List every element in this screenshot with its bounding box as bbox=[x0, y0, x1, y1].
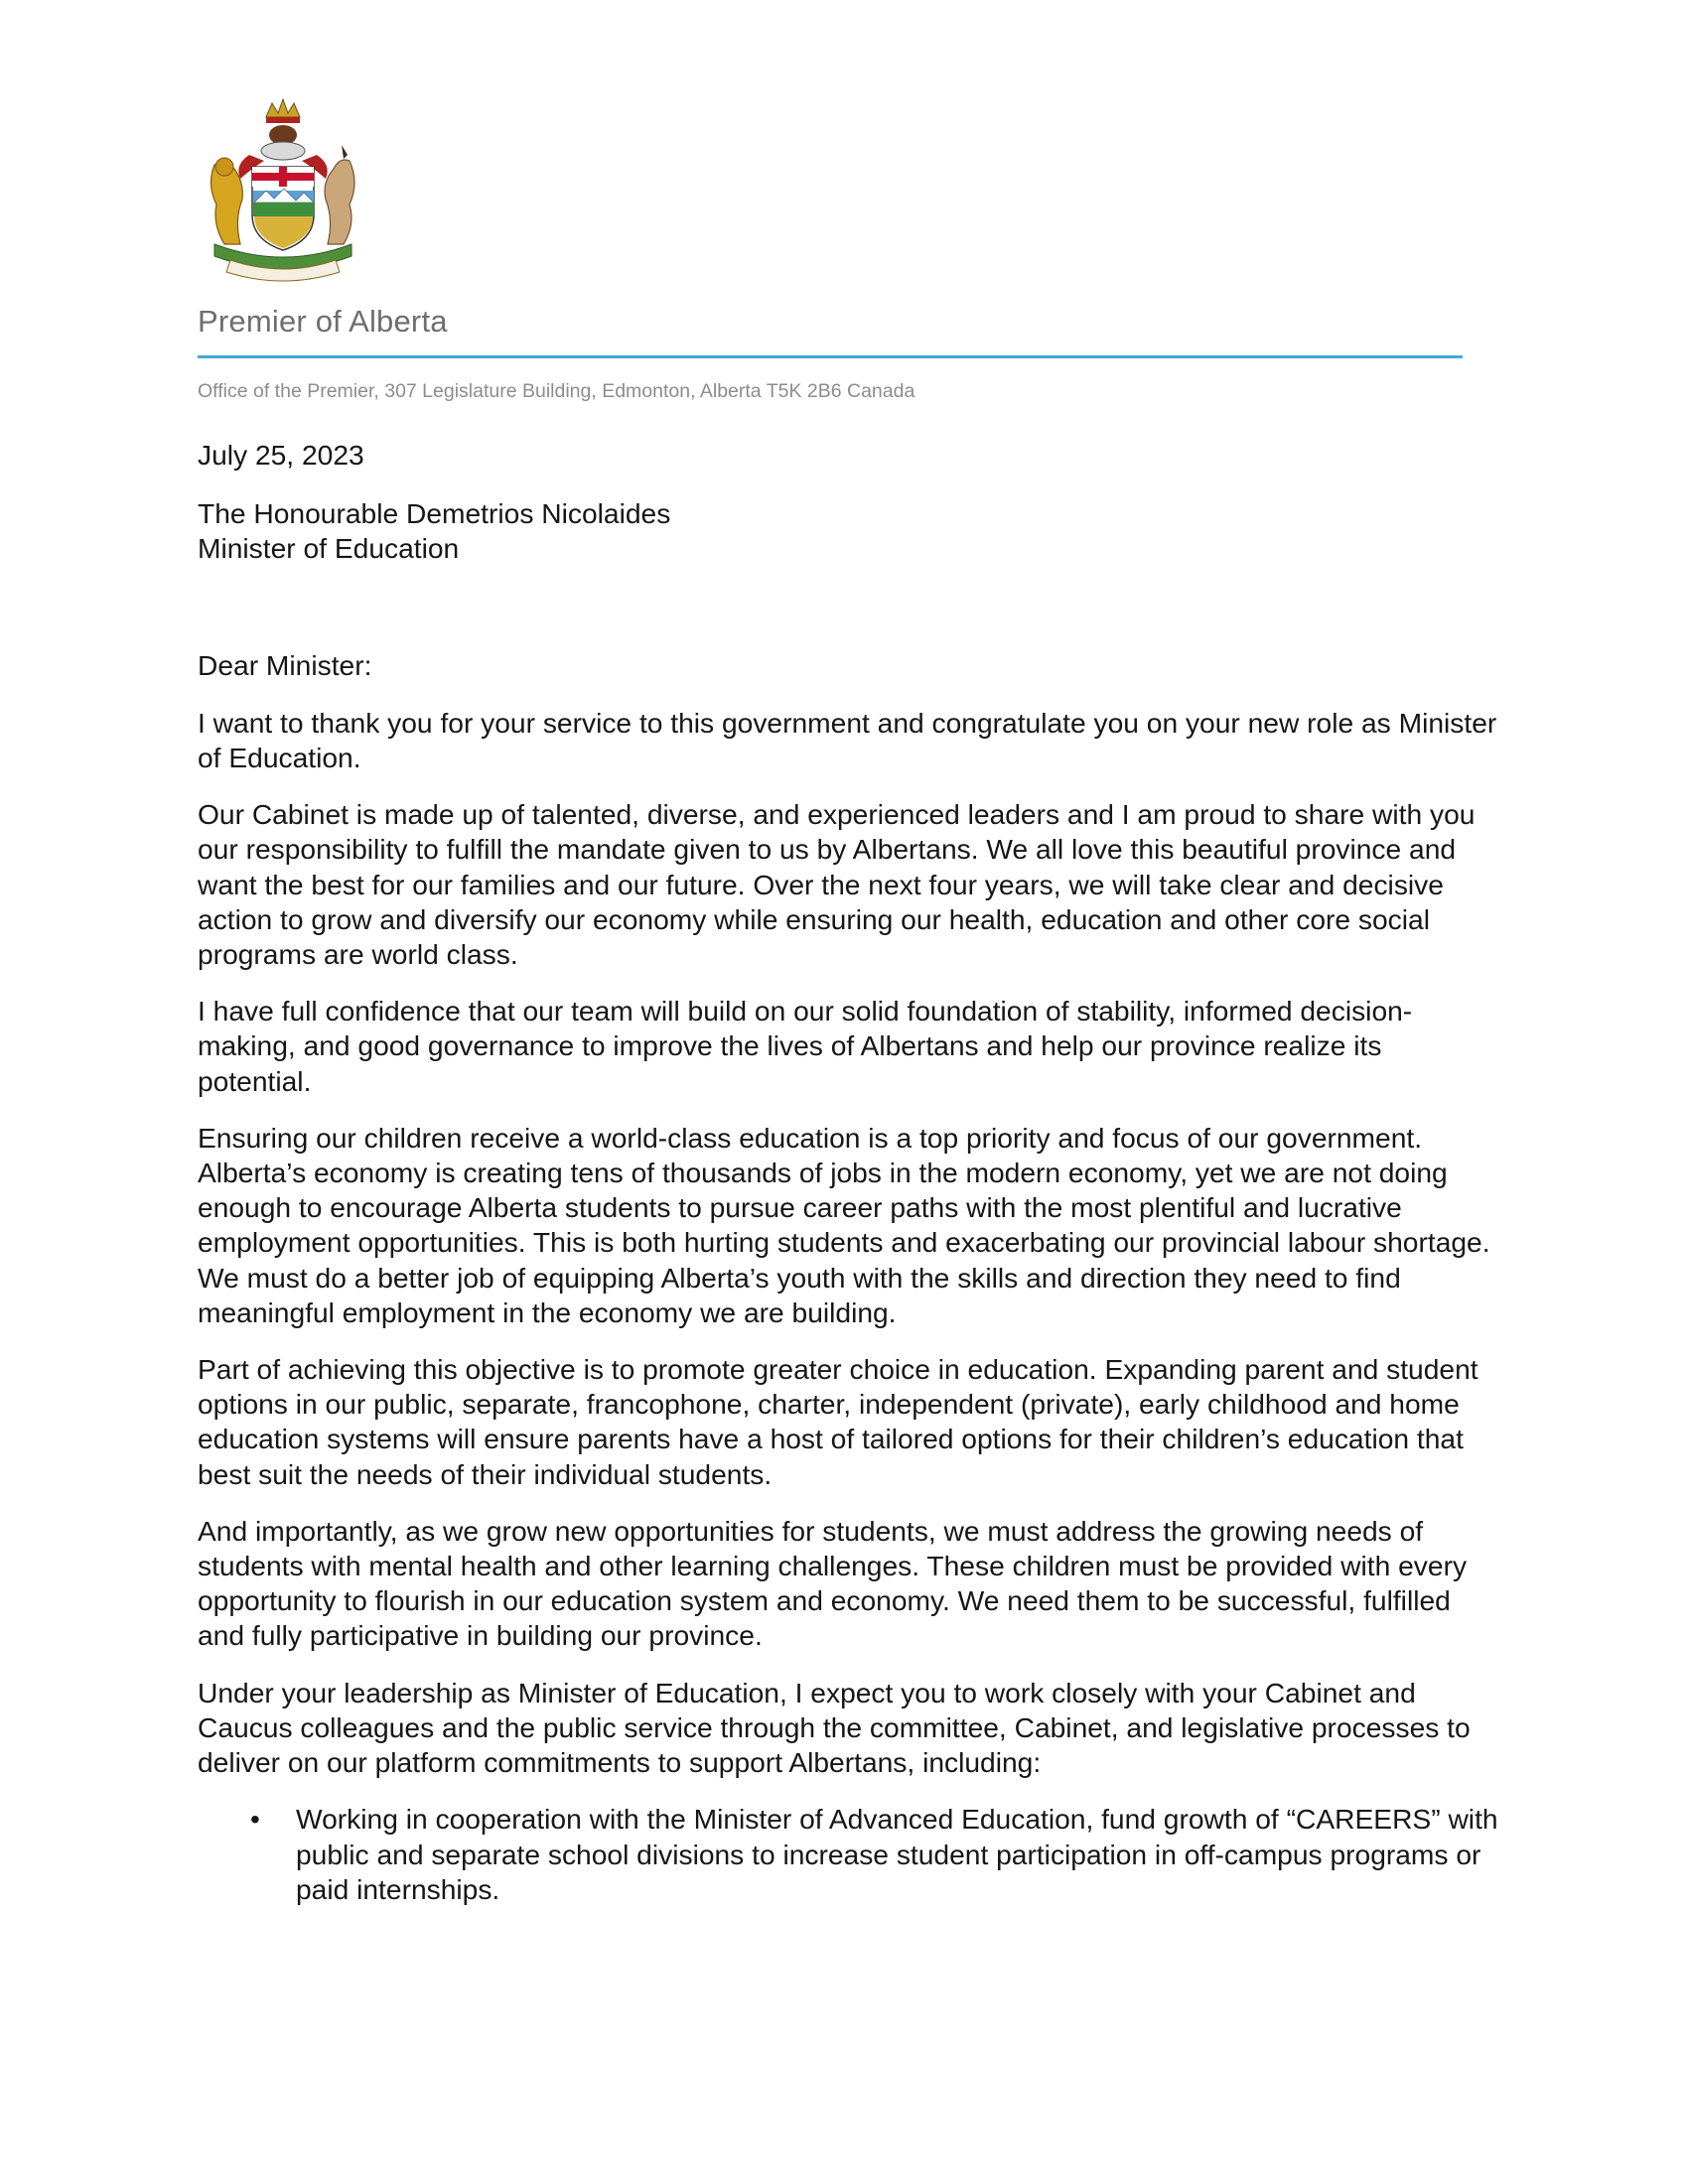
office-address: Office of the Premier, 307 Legislature Building, Edmonton, Alberta T5K 2B6 Canada bbox=[198, 380, 915, 402]
commitment-list bbox=[198, 1802, 1498, 1907]
paragraph: I want to thank you for your service to this government and congratulate you on your new role as Minister of Education. bbox=[198, 706, 1497, 774]
alberta-coat-of-arms-icon bbox=[195, 95, 371, 284]
paragraph: I have full confidence that our team will build on our solid foundation of stability, informed decision-making, and good governance to improve the lives of Albertans and help our province realize its potential. bbox=[198, 995, 1413, 1097]
letter-body bbox=[198, 438, 1498, 1907]
letterhead-divider bbox=[198, 355, 1463, 358]
recipient-name: The Honourable Demetrios Nicolaides bbox=[198, 497, 671, 530]
paragraph: Under your leadership as Minister of Education, I expect you to work closely with your Cabinet and Caucus colleagues and the public service through the committee, Cabinet, and legislative processes to deliver on our platform commitments to support Albertans, including: bbox=[198, 1676, 1471, 1779]
bullet-icon: • bbox=[250, 1804, 260, 1836]
letter-date: July 25, 2023 bbox=[198, 439, 364, 471]
paragraph: And importantly, as we grow new opportunities for students, we must address the growing needs of students with mental health and other learning challenges. These children must be provided with every opportunity to flourish in our education system and economy. We need them to be successful, fulfilled and fully participative in building our province. bbox=[198, 1514, 1468, 1652]
list-item-text: Working in cooperation with the Minister of Advanced Education, fund growth of “CAREERS” with public and separate school divisions to increase student participation in off-campus programs or paid internships. bbox=[296, 1803, 1498, 1905]
paragraph: Our Cabinet is made up of talented, diverse, and experienced leaders and I am proud to share with you our responsibility to fulfill the mandate given to us by Albertans. We all love this beautiful province and want the best for our families and our future. Over the next four years, we will take clear and decisive action to grow and diversify our economy while ensuring our health, education and other core social programs are world class. bbox=[198, 798, 1476, 971]
recipient-title: Minister of Education bbox=[198, 532, 460, 565]
paragraph: Ensuring our children receive a world-class education is a top priority and focus of our government. Alberta’s economy is creating tens of thousands of jobs in the modern economy, yet we are not doing enough to encourage Alberta students to pursue career paths with the most plentiful and lucrative employment opportunities. This is both hurting students and exacerbating our provincial labour shortage. We must do a better job of equipping Alberta’s youth with the skills and direction they need to find meaningful employment in the economy we are building. bbox=[198, 1121, 1490, 1328]
paragraph: Part of achieving this objective is to promote greater choice in education. Expanding parent and student options in our public, separate, francophone, charter, independent (private), early childhood and home education systems will ensure parents have a host of tailored options for their children’s education that best suit the needs of their individual students. bbox=[198, 1353, 1478, 1490]
office-title: Premier of Alberta bbox=[198, 304, 448, 339]
recipient-block bbox=[198, 496, 1498, 566]
list-item bbox=[198, 1802, 1498, 1907]
salutation: Dear Minister: bbox=[198, 648, 372, 681]
